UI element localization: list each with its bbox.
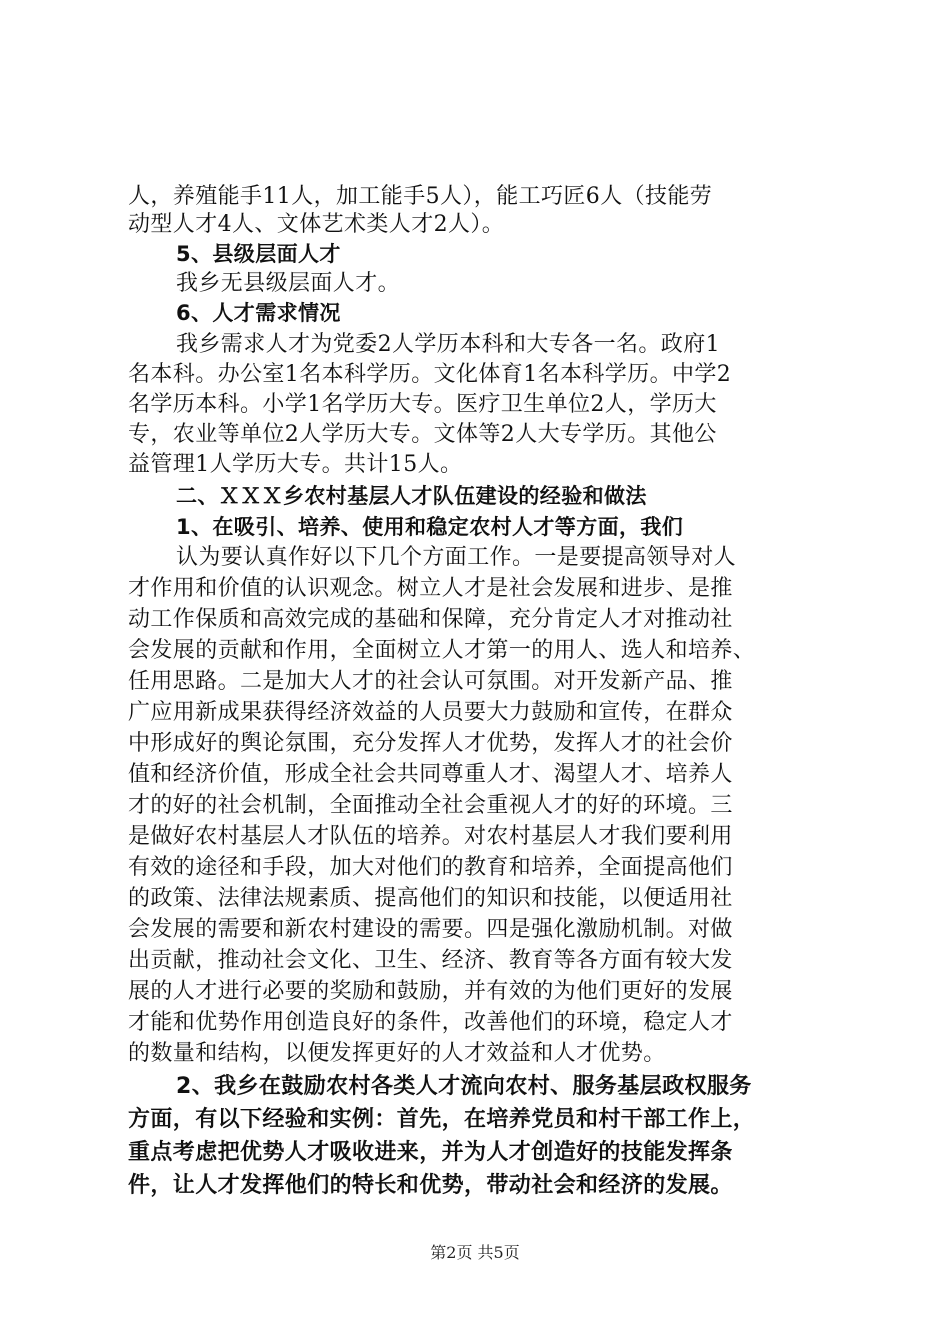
body-text-line: 值和经济价值，形成全社会共同尊重人才、渴望人才、培养人 xyxy=(128,762,733,787)
body-text-line: 中形成好的舆论氛围，充分发挥人才优势，发挥人才的社会价 xyxy=(128,731,733,756)
page-footer: 第2页 共5页 xyxy=(430,1243,520,1262)
body-text-line: 有效的途径和手段，加大对他们的教育和培养，全面提高他们 xyxy=(128,855,733,880)
body-text-line: 益管理1人学历大专。共计15人。 xyxy=(128,452,463,477)
section-heading: 6、人才需求情况 xyxy=(176,301,341,325)
body-text-line: 动型人才4人、文体艺术类人才2人）。 xyxy=(128,212,505,237)
bold-paragraph-line: 件，让人才发挥他们的特长和优势，带动社会和经济的发展。 xyxy=(128,1173,733,1198)
body-text-line: 我乡无县级层面人才。 xyxy=(176,271,401,296)
bold-paragraph-line: 方面，有以下经验和实例：首先，在培养党员和村干部工作上， xyxy=(128,1107,756,1132)
bold-paragraph-line: 2、我乡在鼓励农村各类人才流向农村、服务基层政权服务 xyxy=(176,1074,752,1099)
section-heading: 二、ＸＸＸ乡农村基层人才队伍建设的经验和做法 xyxy=(176,484,647,508)
body-text-line: 我乡需求人才为党委2人学历本科和大专各一名。政府1 xyxy=(176,332,720,357)
section-heading: 5、县级层面人才 xyxy=(176,242,341,266)
body-text-line: 的政策、法律法规素质、提高他们的知识和技能，以便适用社 xyxy=(128,886,733,911)
body-text-line: 才的好的社会机制，全面推动全社会重视人才的好的环境。三 xyxy=(128,793,733,818)
body-text-line: 任用思路。二是加大人才的社会认可氛围。对开发新产品、推 xyxy=(128,669,733,694)
body-text-line: 出贡献，推动社会文化、卫生、经济、教育等各方面有较大发 xyxy=(128,948,733,973)
body-text-line: 会发展的需要和新农村建设的需要。四是强化激励机制。对做 xyxy=(128,917,733,942)
body-text-line: 展的人才进行必要的奖励和鼓励，并有效的为他们更好的发展 xyxy=(128,979,733,1004)
bold-paragraph-line: 重点考虑把优势人才吸收进来，并为人才创造好的技能发挥条 xyxy=(128,1140,733,1165)
body-text-line: 的数量和结构，以便发挥更好的人才效益和人才优势。 xyxy=(128,1041,666,1066)
section-heading: 1、在吸引、培养、使用和稳定农村人才等方面，我们 xyxy=(176,515,684,539)
body-text-line: 才能和优势作用创造良好的条件，改善他们的环境，稳定人才 xyxy=(128,1010,733,1035)
body-text-line: 才作用和价值的认识观念。树立人才是社会发展和进步、是推 xyxy=(128,576,733,601)
body-text-line: 会发展的贡献和作用，全面树立人才第一的用人、选人和培养、 xyxy=(128,638,756,663)
body-text-line: 认为要认真作好以下几个方面工作。一是要提高领导对人 xyxy=(176,545,737,570)
body-text-line: 是做好农村基层人才队伍的培养。对农村基层人才我们要利用 xyxy=(128,824,733,849)
body-text-line: 名学历本科。小学1名学历大专。医疗卫生单位2人，学历大 xyxy=(128,392,717,417)
body-text-line: 专，农业等单位2人学历大专。文体等2人大专学历。其他公 xyxy=(128,422,717,447)
body-text-line: 名本科。办公室1名本科学历。文化体育1名本科学历。中学2 xyxy=(128,362,732,387)
body-text-line: 动工作保质和高效完成的基础和保障，充分肯定人才对推动社 xyxy=(128,607,733,632)
body-text-line: 广应用新成果获得经济效益的人员要大力鼓励和宣传，在群众 xyxy=(128,700,733,725)
body-text-line: 人，养殖能手11人，加工能手5人），能工巧匠6人（技能劳 xyxy=(128,184,713,209)
